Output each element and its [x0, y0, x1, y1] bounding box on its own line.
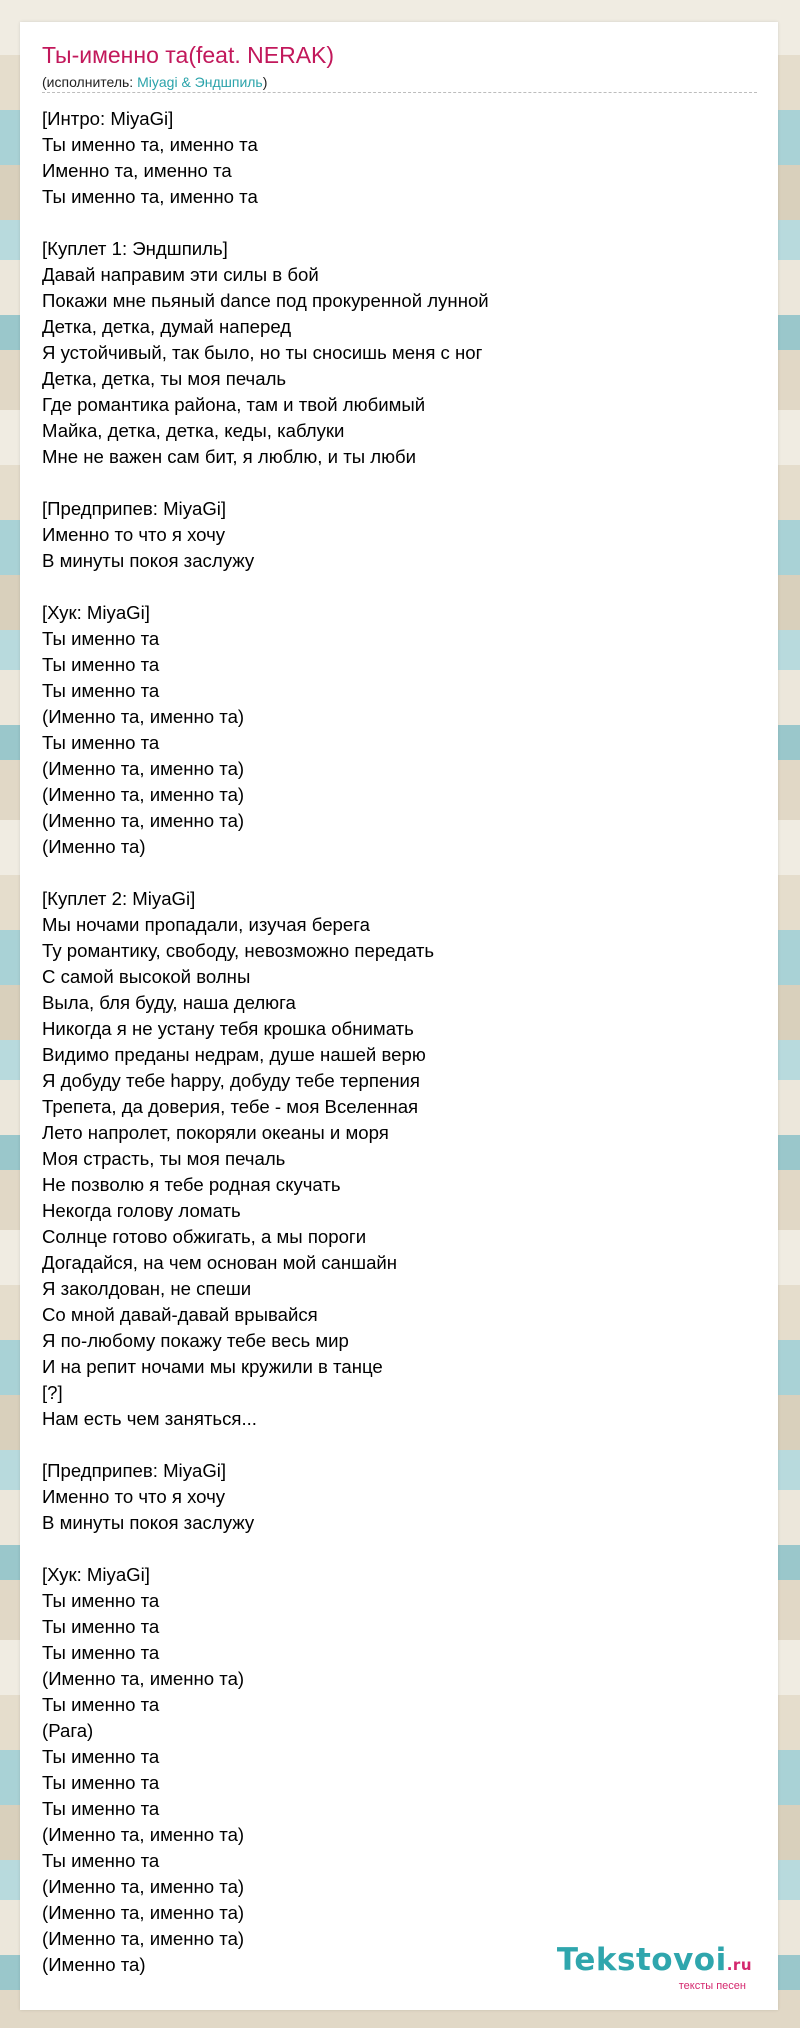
lyrics-line: Не позволю я тебе родная скучать	[42, 1174, 341, 1195]
lyrics-line: (Рага)	[42, 1720, 94, 1741]
lyrics-line: Со мной давай-давай врывайся	[42, 1304, 318, 1325]
lyrics-line: Мне не важен сам бит, я люблю, и ты люби	[42, 446, 417, 467]
lyrics-line: Трепета, да доверия, тебе - моя Вселенная	[42, 1096, 419, 1117]
song-title: Ты-именно та(feat. NERAK)	[42, 42, 335, 68]
lyrics-line: (Именно та, именно та)	[42, 784, 245, 805]
lyrics-line: [Интро: MiyaGi]	[42, 108, 174, 129]
lyrics-line: Ты именно та	[42, 1772, 160, 1793]
lyrics-line: Я добуду тебе happy, добуду тебе терпения	[42, 1070, 420, 1091]
lyrics-line: (Именно та, именно та)	[42, 1824, 245, 1845]
lyrics-line: (Именно та, именно та)	[42, 758, 245, 779]
lyrics-line: Солнце готово обжигать, а мы пороги	[42, 1226, 367, 1247]
lyrics-line: Майка, детка, детка, кеды, каблуки	[42, 420, 345, 441]
lyrics-line: Некогда голову ломать	[42, 1200, 241, 1221]
lyrics-line: Я устойчивый, так было, но ты сносишь меня с ног	[42, 342, 483, 363]
lyrics-line: Ты именно та	[42, 1798, 160, 1819]
lyrics-line: Я по-любому покажу тебе весь мир	[42, 1330, 349, 1351]
lyrics-line: Ты именно та	[42, 1616, 160, 1637]
lyrics-line: Давай направим эти силы в бой	[42, 264, 319, 285]
lyrics-line: Где романтика района, там и твой любимый	[42, 394, 426, 415]
lyrics-line: Видимо преданы недрам, душе нашей верю	[42, 1044, 426, 1065]
logo-wordmark	[557, 1944, 752, 1981]
lyrics-line: Покажи мне пьяный dance под прокуренной лунной	[42, 290, 489, 311]
lyrics-line: (Именно та)	[42, 836, 146, 857]
lyrics-line: Моя страсть, ты моя печаль	[42, 1148, 286, 1169]
site-logo[interactable]	[557, 1944, 752, 1992]
artist-line	[42, 74, 757, 93]
lyrics-line: [Куплет 1: Эндшпиль]	[42, 238, 228, 259]
logo-tagline: тексты песен	[678, 1980, 746, 1992]
lyrics-line: (Именно та, именно та)	[42, 1876, 245, 1897]
lyrics-line: (Именно та, именно та)	[42, 1668, 245, 1689]
lyrics-line: Именно то что я хочу	[42, 1486, 226, 1507]
lyrics-line: Ты именно та	[42, 1590, 160, 1611]
lyrics-line: Ты именно та	[42, 628, 160, 649]
lyrics-card	[20, 22, 778, 2010]
lyrics-line: [Куплет 2: MiyaGi]	[42, 888, 196, 909]
lyrics-line: Ты именно та	[42, 1642, 160, 1663]
lyrics-line: В минуты покоя заслужу	[42, 550, 255, 571]
lyrics-line: Ту романтику, свободу, невозможно передать	[42, 940, 435, 961]
lyrics-line: С самой высокой волны	[42, 966, 251, 987]
lyrics-line: Ты именно та	[42, 1746, 160, 1767]
lyrics-line: Ты именно та	[42, 680, 160, 701]
lyrics-line: Ты именно та	[42, 1850, 160, 1871]
lyrics-line: Ты именно та	[42, 732, 160, 753]
lyrics-line: Никогда я не устану тебя крошка обнимать	[42, 1018, 414, 1039]
lyrics-line: Мы ночами пропадали, изучая берега	[42, 914, 370, 935]
lyrics-blank-line	[42, 1432, 757, 1458]
lyrics-line: В минуты покоя заслужу	[42, 1512, 255, 1533]
artist-prefix: (исполнитель:	[42, 74, 138, 90]
lyrics-blank-line	[42, 470, 757, 496]
artist-link[interactable]: Miyagi & Эндшпиль	[137, 74, 263, 90]
lyrics-body	[42, 106, 757, 1978]
logo-tld: .ru	[726, 1956, 752, 1974]
lyrics-line: (Именно та, именно та)	[42, 1928, 245, 1949]
lyrics-line: [?]	[42, 1382, 63, 1403]
lyrics-line: Догадайся, на чем основан мой саншайн	[42, 1252, 398, 1273]
lyrics-line: Я заколдован, не спеши	[42, 1278, 252, 1299]
lyrics-line: Ты именно та	[42, 654, 160, 675]
lyrics-line: Ты именно та	[42, 1694, 160, 1715]
lyrics-line: [Хук: MiyaGi]	[42, 1564, 150, 1585]
lyrics-line: Выла, бля буду, наша делюга	[42, 992, 296, 1013]
lyrics-line: Детка, детка, ты моя печаль	[42, 368, 287, 389]
lyrics-line: [Предприпев: MiyaGi]	[42, 1460, 227, 1481]
lyrics-line: (Именно та)	[42, 1954, 146, 1975]
lyrics-blank-line	[42, 1536, 757, 1562]
lyrics-line: [Предприпев: MiyaGi]	[42, 498, 227, 519]
logo-name: Tekstovoi	[556, 1942, 727, 1978]
lyrics-line: (Именно та, именно та)	[42, 810, 245, 831]
lyrics-blank-line	[42, 860, 757, 886]
lyrics-line: Именно та, именно та	[42, 160, 232, 181]
lyrics-blank-line	[42, 210, 757, 236]
artist-suffix: )	[262, 74, 268, 90]
lyrics-line: Ты именно та, именно та	[42, 134, 258, 155]
lyrics-line: И на репит ночами мы кружили в танце	[42, 1356, 383, 1377]
lyrics-line: Именно то что я хочу	[42, 524, 226, 545]
lyrics-line: Лето напролет, покоряли океаны и моря	[42, 1122, 389, 1143]
lyrics-line: (Именно та, именно та)	[42, 1902, 245, 1923]
lyrics-line: [Хук: MiyaGi]	[42, 602, 150, 623]
lyrics-line: Детка, детка, думай наперед	[42, 316, 292, 337]
lyrics-line: Нам есть чем заняться...	[42, 1408, 257, 1429]
lyrics-line: (Именно та, именно та)	[42, 706, 245, 727]
lyrics-blank-line	[42, 574, 757, 600]
lyrics-line: Ты именно та, именно та	[42, 186, 258, 207]
